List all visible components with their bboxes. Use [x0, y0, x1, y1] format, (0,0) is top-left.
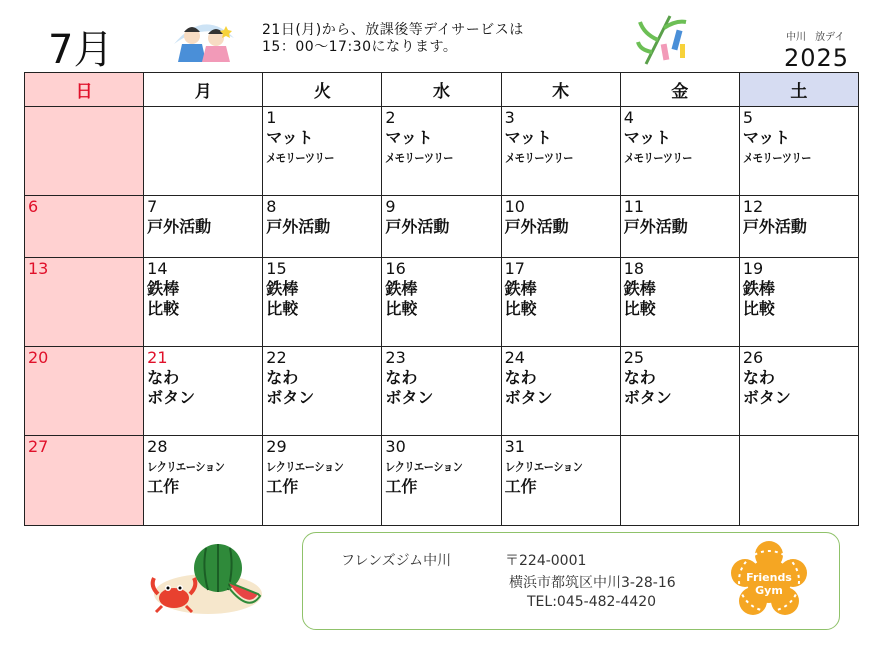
day-number: 25: [623, 348, 645, 367]
year-label: 2025: [784, 44, 850, 72]
calendar-day-cell: [501, 196, 620, 257]
activity-label: ボタン: [623, 388, 672, 407]
day-number: 10: [504, 197, 525, 217]
calendar-day-cell: [620, 347, 739, 436]
activity-label: 鉄棒: [266, 278, 299, 298]
activity-label: 比較: [742, 298, 775, 318]
calendar-day-cell: [263, 107, 382, 196]
day-number: 9: [385, 197, 396, 217]
activity-label: マット: [504, 128, 552, 147]
activity-label: 比較: [504, 298, 537, 318]
activity-label: 戸外活動: [266, 217, 331, 237]
weekday-header-row: [25, 73, 859, 107]
activity-label: なわ: [623, 368, 656, 387]
calendar-day-cell: [25, 436, 144, 526]
activity-label: 戸外活動: [742, 217, 807, 237]
day-number: 19: [742, 258, 764, 278]
facility-name: フレンズジム中川: [341, 553, 452, 569]
activity-label: ボタン: [266, 388, 315, 407]
day-number: 2: [385, 108, 396, 127]
day-number: 27: [28, 437, 49, 457]
calendar-day-cell: [501, 436, 620, 526]
day-number: 20: [28, 348, 49, 367]
activity-label: レクリエーション: [266, 460, 344, 475]
activity-label: 比較: [623, 298, 656, 318]
day-number: 22: [266, 348, 287, 367]
day-number: 21: [147, 348, 168, 367]
calendar-day-cell: [144, 107, 263, 196]
calendar-day-cell: [25, 196, 144, 257]
calendar-day-cell: [620, 436, 739, 526]
calendar-day-cell: [263, 347, 382, 436]
activity-label: マット: [742, 128, 791, 147]
activity-label: 鉄棒: [623, 278, 656, 298]
day-number: 4: [623, 108, 634, 127]
day-number: 24: [504, 348, 525, 367]
day-number: 12: [742, 197, 764, 217]
day-number: 31: [504, 437, 525, 457]
activity-label: マット: [623, 128, 672, 147]
day-number: 6: [28, 197, 39, 217]
activity-label: 比較: [266, 298, 299, 318]
activity-label: 戸外活動: [385, 217, 450, 237]
activity-label: 戸外活動: [147, 217, 212, 237]
day-number: 5: [742, 108, 754, 127]
notice-line-2: 15：00～17:30になります。: [262, 39, 458, 55]
activity-label: メモリーツリー: [742, 151, 811, 165]
weekday-mon: 月: [144, 73, 263, 107]
activity-label: マット: [266, 128, 314, 147]
activity-label: 戸外活動: [623, 217, 688, 237]
calendar-day-cell: [620, 257, 739, 346]
day-number: 3: [504, 108, 515, 127]
telephone: TEL:045-482-4420: [527, 594, 657, 610]
calendar-day-cell: [382, 107, 501, 196]
calendar-day-cell: [144, 436, 263, 526]
activity-label: 鉄棒: [147, 278, 180, 298]
activity-label: なわ: [742, 368, 775, 387]
calendar-day-cell: [501, 107, 620, 196]
notice-line-1: 21日(月)から、放課後等デイサービスは: [262, 22, 524, 38]
activity-label: なわ: [385, 368, 418, 387]
calendar-day-cell: [382, 196, 501, 257]
activity-label: なわ: [147, 368, 180, 387]
calendar-week-row: [25, 257, 859, 346]
activity-label: メモリーツリー: [385, 151, 454, 165]
calendar-day-cell: [739, 196, 858, 257]
postal-code: 〒224-0001: [505, 553, 587, 569]
address: 横浜市都筑区中川3-28-16: [509, 575, 676, 591]
activity-label: 工作: [504, 477, 537, 497]
activity-label: 戸外活動: [504, 217, 569, 237]
activity-label: なわ: [266, 368, 299, 387]
calendar-day-cell: [263, 436, 382, 526]
day-number: 16: [385, 258, 406, 278]
calendar-day-cell: [739, 257, 858, 346]
bamboo-decoration-icon: [636, 10, 692, 66]
day-number: 30: [385, 437, 406, 457]
calendar-day-cell: [739, 107, 858, 196]
activity-label: ボタン: [385, 388, 434, 407]
activity-label: 比較: [385, 298, 418, 318]
calendar-table: [24, 72, 859, 526]
calendar-day-cell: [382, 257, 501, 346]
calendar-day-cell: [144, 257, 263, 346]
day-number: 18: [623, 258, 645, 278]
calendar-day-cell: [620, 107, 739, 196]
day-number: 23: [385, 348, 406, 367]
calendar-day-cell: [263, 196, 382, 257]
calendar-day-cell: [739, 347, 858, 436]
activity-label: 工作: [147, 477, 180, 497]
calendar-day-cell: [144, 196, 263, 257]
weekday-thu: 木: [501, 73, 620, 107]
day-number: 29: [266, 437, 287, 457]
calendar-day-cell: [25, 347, 144, 436]
day-number: 13: [28, 258, 49, 278]
activity-label: ボタン: [504, 388, 553, 407]
month-title: 7月: [48, 27, 114, 73]
notice: [262, 22, 524, 56]
calendar-week-row: [25, 436, 859, 526]
calendar-week-row: [25, 196, 859, 257]
activity-label: メモリーツリー: [266, 151, 335, 165]
calendar-day-cell: [25, 257, 144, 346]
day-number: 8: [266, 197, 277, 217]
calendar-day-cell: [25, 107, 144, 196]
logo-text-line-2: Gym: [755, 584, 783, 597]
calendar-day-cell: [382, 347, 501, 436]
day-number: 14: [147, 258, 168, 278]
calendar-day-cell: [263, 257, 382, 346]
day-number: 15: [266, 258, 287, 278]
calendar-day-cell: [620, 196, 739, 257]
weekday-sun: 日: [25, 73, 144, 107]
activity-label: ボタン: [742, 388, 791, 407]
activity-label: 鉄棒: [742, 278, 775, 298]
activity-label: マット: [385, 128, 433, 147]
activity-label: 鉄棒: [504, 278, 537, 298]
weekday-wed: 水: [382, 73, 501, 107]
activity-label: 工作: [385, 477, 418, 497]
activity-label: 鉄棒: [385, 278, 418, 298]
calendar-week-row: [25, 107, 859, 196]
activity-label: レクリエーション: [385, 460, 463, 475]
weekday-sat: 土: [739, 73, 858, 107]
calendar-day-cell: [382, 436, 501, 526]
calendar-week-row: [25, 347, 859, 436]
friends-gym-logo: [729, 541, 809, 621]
crab-watermelon-illustration: [146, 538, 262, 616]
activity-label: メモリーツリー: [504, 151, 573, 165]
activity-label: ボタン: [147, 388, 196, 407]
weekday-fri: 金: [620, 73, 739, 107]
activity-label: レクリエーション: [147, 460, 225, 475]
activity-label: レクリエーション: [504, 460, 582, 475]
day-number: 28: [147, 437, 168, 457]
weekday-tue: 火: [263, 73, 382, 107]
calendar-day-cell: [739, 436, 858, 526]
activity-label: なわ: [504, 368, 537, 387]
calendar-day-cell: [501, 347, 620, 436]
branch-label: 中川 放デイ: [786, 32, 845, 43]
activity-label: 工作: [266, 477, 299, 497]
tanabata-couple-icon: [168, 14, 240, 66]
activity-label: 比較: [147, 298, 180, 318]
day-number: 17: [504, 258, 525, 278]
day-number: 7: [147, 197, 158, 217]
day-number: 11: [623, 197, 645, 217]
calendar-day-cell: [501, 257, 620, 346]
calendar-day-cell: [144, 347, 263, 436]
contact-panel: [302, 532, 840, 630]
day-number: 1: [266, 108, 277, 127]
logo-text-line-1: Friends: [746, 571, 792, 584]
day-number: 26: [742, 348, 764, 367]
activity-label: メモリーツリー: [623, 151, 692, 165]
